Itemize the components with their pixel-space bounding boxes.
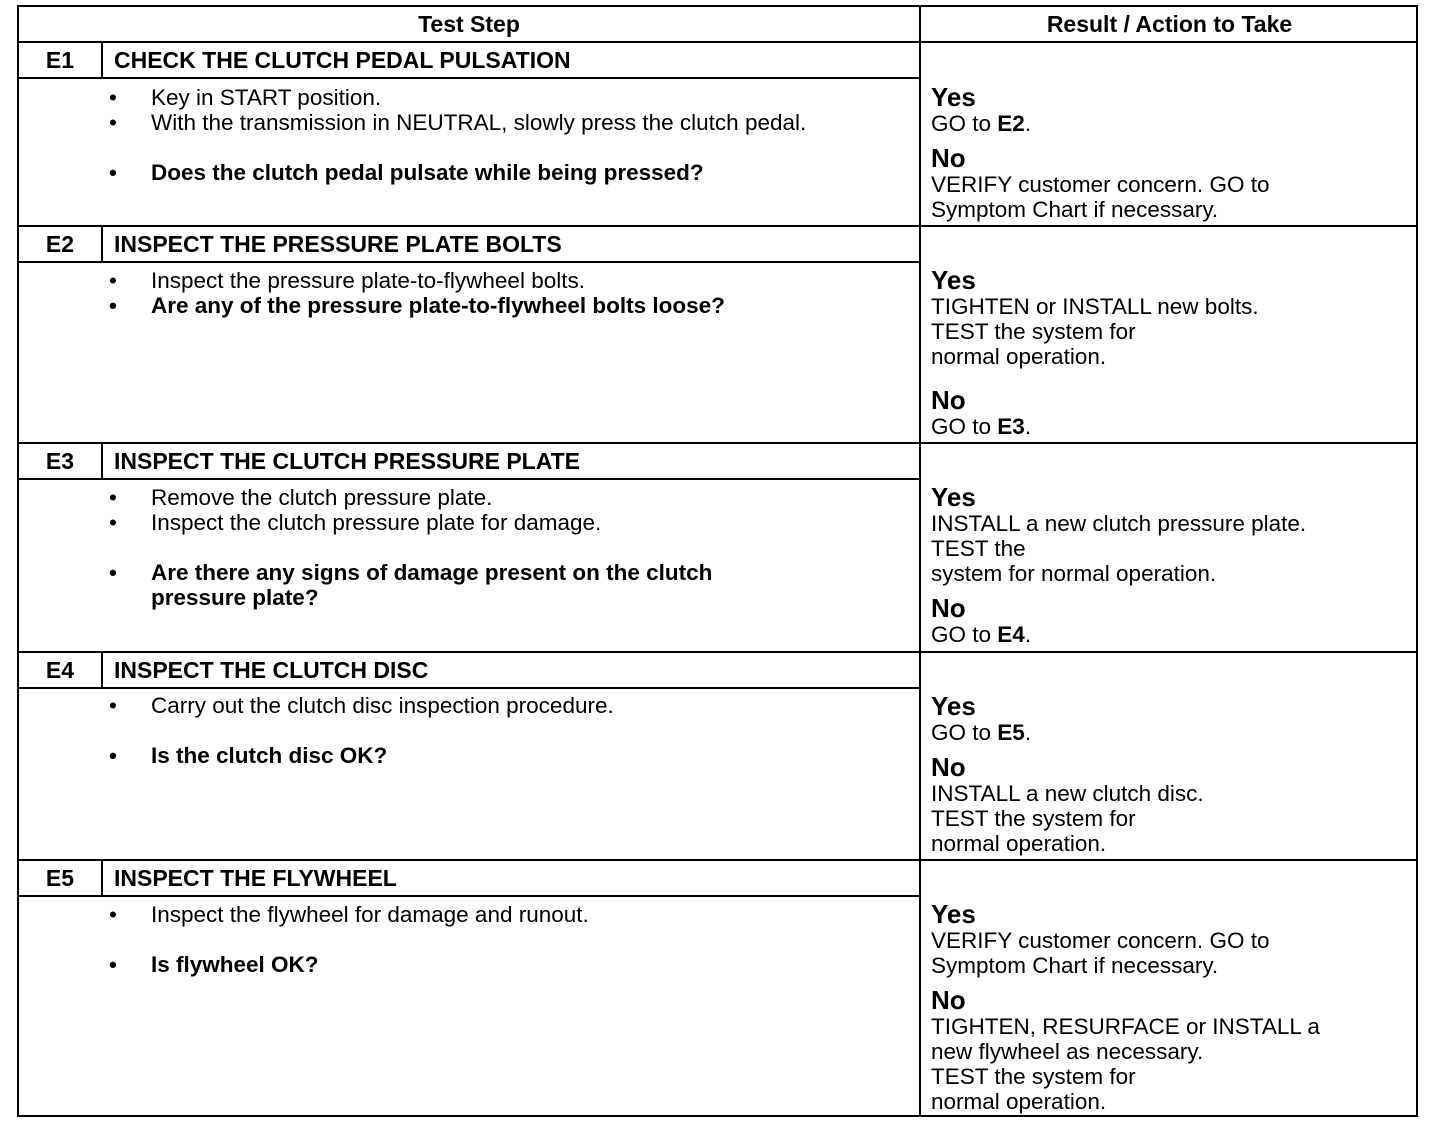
bullet-text: Are any of the pressure plate-to-flywheel bolts loose?	[151, 293, 725, 318]
action-text: GO to	[931, 111, 998, 136]
bullet-text: Does the clutch pedal pulsate while being pressed?	[151, 160, 704, 185]
action-step-ref: E2	[997, 111, 1025, 136]
title-divider	[19, 895, 919, 897]
action-text: GO to	[931, 414, 998, 439]
result-no	[931, 986, 1411, 1114]
action-step-ref: E5	[997, 720, 1025, 745]
result-yes	[931, 483, 1411, 586]
bullet-text: With the transmission in NEUTRAL, slowly press the clutch pedal.	[151, 110, 807, 135]
action-step-ref: E3	[997, 414, 1025, 439]
id-separator	[101, 653, 103, 688]
step-title: INSPECT THE CLUTCH DISC	[114, 657, 429, 683]
bullet-glyph: •	[109, 902, 117, 927]
no-label: No	[931, 143, 966, 173]
bullet-text: Is flywheel OK?	[151, 952, 319, 977]
no-action: normal operation.	[931, 1089, 1107, 1114]
step-id: E5	[45, 865, 75, 891]
no-label: No	[931, 752, 966, 782]
no-action: TEST the system for	[931, 806, 1136, 831]
yes-action: INSTALL a new clutch pressure plate.	[931, 511, 1307, 536]
bullet-glyph: •	[109, 952, 117, 977]
action-step-ref: E4	[997, 622, 1025, 647]
bullet-glyph: •	[109, 110, 117, 135]
bullet-glyph: •	[109, 560, 117, 585]
action-text: .	[1024, 720, 1032, 745]
bullet-text: Carry out the clutch disc inspection procedure.	[151, 693, 614, 718]
result-yes	[931, 266, 1411, 369]
bullet-text: Inspect the pressure plate-to-flywheel bolts.	[151, 268, 585, 293]
yes-label: Yes	[931, 691, 976, 721]
title-divider	[19, 478, 919, 480]
no-action: TEST the system for	[931, 1064, 1136, 1089]
yes-action: TEST the system for	[931, 319, 1136, 344]
no-label: No	[931, 593, 966, 623]
yes-action: normal operation.	[931, 344, 1107, 369]
yes-label: Yes	[931, 482, 976, 512]
action-text: GO to	[931, 720, 998, 745]
yes-action: Symptom Chart if necessary.	[931, 953, 1219, 978]
action-text: .	[1024, 414, 1032, 439]
header-test-step: Test Step	[418, 11, 520, 37]
yes-action	[931, 720, 1411, 745]
id-separator	[101, 861, 103, 896]
result-no	[931, 594, 1411, 647]
action-text: .	[1024, 622, 1032, 647]
header-result: Result / Action to Take	[1046, 11, 1293, 37]
id-separator	[101, 43, 103, 78]
step-id: E3	[45, 448, 75, 474]
no-action	[931, 622, 1411, 647]
title-divider	[19, 687, 919, 689]
bullet-glyph: •	[109, 268, 117, 293]
id-separator	[101, 227, 103, 262]
result-no	[931, 144, 1411, 222]
no-label: No	[931, 385, 966, 415]
diagnostic-table	[17, 5, 1418, 1117]
yes-action: VERIFY customer concern. GO to	[931, 928, 1270, 953]
yes-action: system for normal operation.	[931, 561, 1217, 586]
bullet-text: Are there any signs of damage present on the clutch pressure plate?	[151, 560, 713, 610]
column-separator	[919, 7, 921, 1115]
no-action: Symptom Chart if necessary.	[931, 197, 1219, 222]
title-divider	[19, 77, 919, 79]
yes-label: Yes	[931, 265, 976, 295]
step-title: CHECK THE CLUTCH PEDAL PULSATION	[114, 47, 571, 73]
no-action: INSTALL a new clutch disc.	[931, 781, 1204, 806]
step-id: E4	[45, 657, 75, 683]
no-action: new flywheel as necessary.	[931, 1039, 1204, 1064]
bullet-text: Is the clutch disc OK?	[151, 743, 388, 768]
result-no	[931, 386, 1411, 439]
yes-action	[931, 111, 1411, 136]
result-yes	[931, 83, 1411, 136]
action-text: GO to	[931, 622, 998, 647]
title-divider	[19, 261, 919, 263]
step-title: INSPECT THE FLYWHEEL	[114, 865, 397, 891]
result-yes	[931, 692, 1411, 745]
bullet-glyph: •	[109, 693, 117, 718]
bullet-text: Inspect the flywheel for damage and runout.	[151, 902, 589, 927]
no-label: No	[931, 985, 966, 1015]
no-action: VERIFY customer concern. GO to	[931, 172, 1270, 197]
yes-label: Yes	[931, 82, 976, 112]
no-action: normal operation.	[931, 831, 1107, 856]
id-separator	[101, 444, 103, 479]
yes-label: Yes	[931, 899, 976, 929]
bullet-text: Inspect the clutch pressure plate for damage.	[151, 510, 602, 535]
bullet-text: Key in START position.	[151, 85, 382, 110]
no-action: TIGHTEN, RESURFACE or INSTALL a	[931, 1014, 1320, 1039]
no-action	[931, 414, 1411, 439]
bullet-glyph: •	[109, 293, 117, 318]
bullet-glyph: •	[109, 85, 117, 110]
bullet-glyph: •	[109, 160, 117, 185]
step-id: E1	[45, 47, 75, 73]
bullet-glyph: •	[109, 485, 117, 510]
bullet-glyph: •	[109, 743, 117, 768]
action-text: .	[1024, 111, 1032, 136]
result-no	[931, 753, 1411, 856]
step-title: INSPECT THE CLUTCH PRESSURE PLATE	[114, 448, 580, 474]
result-yes	[931, 900, 1411, 978]
bullet-glyph: •	[109, 510, 117, 535]
step-title: INSPECT THE PRESSURE PLATE BOLTS	[114, 231, 562, 257]
bullet-text: Remove the clutch pressure plate.	[151, 485, 493, 510]
yes-action: TEST the	[931, 536, 1026, 561]
step-id: E2	[45, 231, 75, 257]
yes-action: TIGHTEN or INSTALL new bolts.	[931, 294, 1259, 319]
